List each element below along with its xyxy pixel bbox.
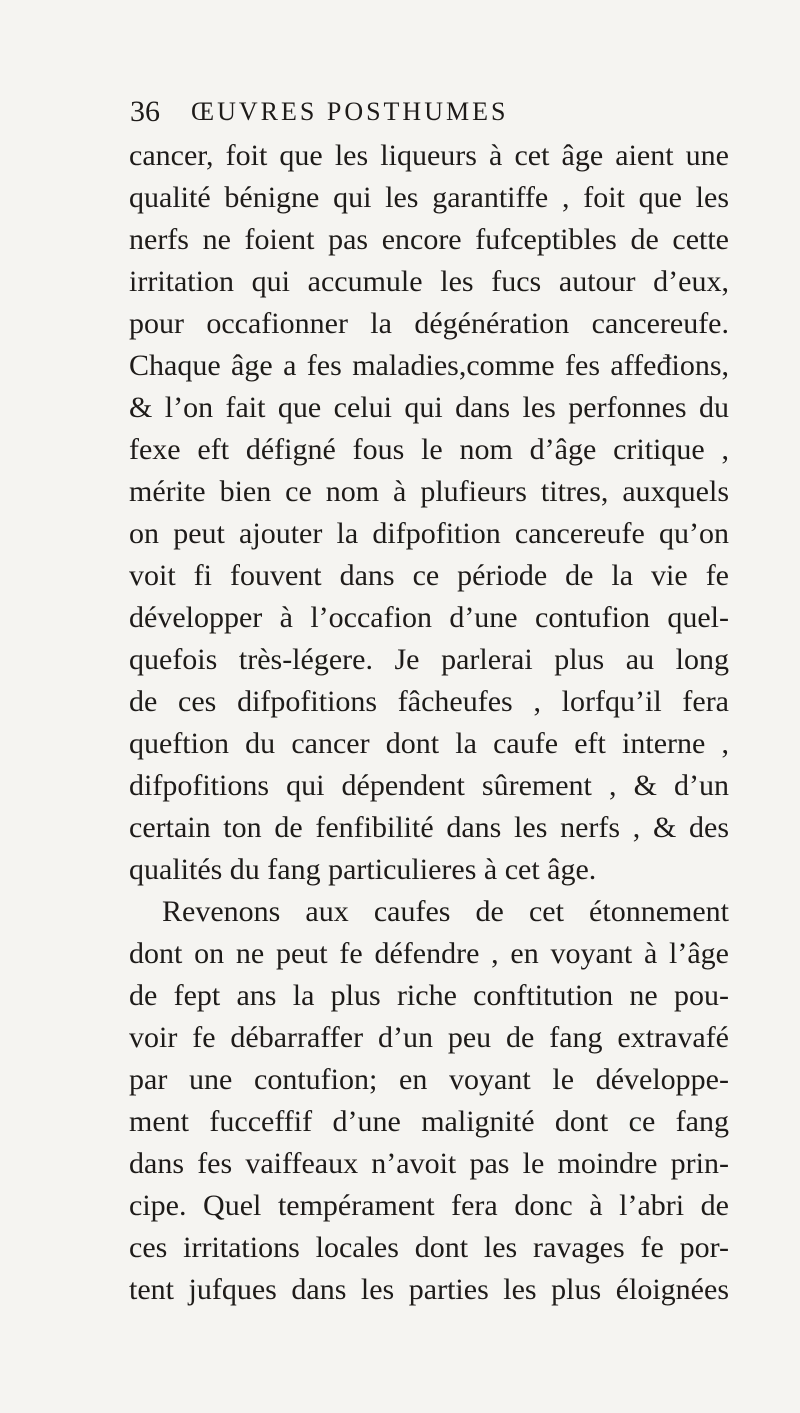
text-line: queftion du cancer dont la caufe eft interne , xyxy=(129,727,729,760)
text-line: qualité bénigne qui les garantiffe , foit que les xyxy=(129,181,729,214)
text-line: ces irritations locales dont les ravages fe por- xyxy=(129,1231,729,1264)
page-number: 36 xyxy=(130,95,160,128)
text-line: voit fi fouvent dans ce période de la vie fe xyxy=(129,559,729,592)
text-line: de ces difpofitions fâcheufes , lorfqu’il fera xyxy=(129,685,729,718)
text-line: mérite bien ce nom à plufieurs titres, auxquels xyxy=(129,475,729,508)
text-line: dans fes vaiffeaux n’avoit pas le moindre prin- xyxy=(129,1147,729,1180)
text-line: irritation qui accumule les fucs autour d’eux, xyxy=(129,265,729,298)
text-line: on peut ajouter la difpofition cancereufe qu’on xyxy=(129,517,729,550)
page-header xyxy=(130,95,730,135)
running-title: ŒUVRES POSTHUMES xyxy=(191,97,509,126)
text-line: par une contufion; en voyant le développe- xyxy=(129,1063,729,1096)
text-line: certain ton de fenfibilité dans les nerfs , & des xyxy=(129,811,729,844)
text-line: Chaque âge a fes maladies,comme fes affeđions, xyxy=(129,349,729,382)
text-line: quefois très-légere. Je parlerai plus au long xyxy=(129,643,729,676)
text-line: dont on ne peut fe défendre , en voyant à l’âge xyxy=(129,937,729,970)
text-line: difpofitions qui dépendent sûrement , & d’un xyxy=(129,769,729,802)
text-line: tent jufques dans les parties les plus éloignées xyxy=(129,1273,729,1306)
text-line: Revenons aux caufes de cet étonnement xyxy=(162,895,729,928)
text-line: ment fucceffif d’une malignité dont ce fang xyxy=(129,1105,729,1138)
text-line: fexe eft défigné fous le nom d’âge critique , xyxy=(129,433,729,466)
text-line: développer à l’occafion d’une contufion quel- xyxy=(129,601,729,634)
text-line: voir fe débarraffer d’un peu de fang extravafé xyxy=(129,1021,729,1054)
text-line: nerfs ne foient pas encore fufceptibles de cette xyxy=(129,223,729,256)
text-line: de fept ans la plus riche conftitution ne pou- xyxy=(129,979,729,1012)
text-line: cancer, foit que les liqueurs à cet âge aient une xyxy=(129,139,729,172)
text-line: qualités du fang particulieres à cet âge. xyxy=(129,853,597,886)
text-line: & l’on fait que celui qui dans les perfonnes du xyxy=(129,391,729,424)
text-line: pour occafionner la dégénération cancereufe. xyxy=(129,307,729,340)
text-line: cipe. Quel tempérament fera donc à l’abri de xyxy=(129,1189,729,1222)
